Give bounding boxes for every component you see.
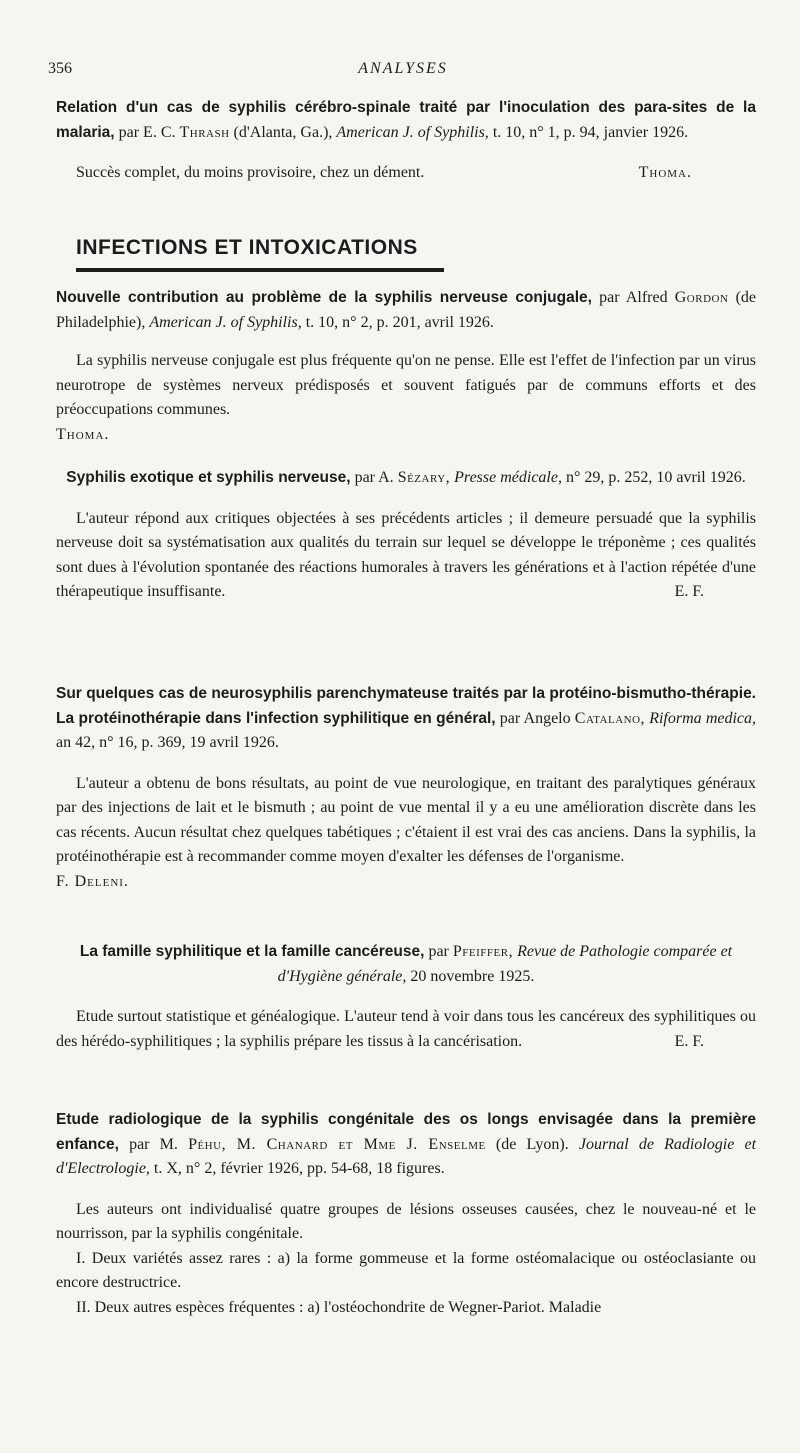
article-6-paragraph-2: I. Deux variétés assez rares : a) la forme gommeuse et la forme ostéomalacique ou ostéoclasiante ou encore destructrice. (56, 1249, 756, 1291)
article-3-reference: n° 29, p. 252, 10 avril 1926. (565, 469, 746, 486)
article-1-signature: Thoma. (638, 164, 692, 181)
article-4-reference: an 42, n° 16, p. 369, 19 avril 1926. (56, 734, 279, 751)
article-1-heading: Relation d'un cas de syphilis cérébro-spinale traité par l'inoculation des para-sites de la malaria, par E. C. Thrash (d'Alanta, Ga.), American J. of Syphilis, t. 10, n° 1, p. 94, janvier 1926. (56, 99, 756, 141)
article-6-authors: Péhu, M. Chanard et Mme J. Enselme (188, 1135, 486, 1153)
section-rule (76, 268, 444, 272)
article-2-signature: Thoma. (56, 425, 110, 443)
article-3 (56, 466, 756, 605)
article-2 (56, 286, 756, 447)
article-1-body: Succès complet, du moins provisoire, chez un dément. Thoma. (56, 161, 756, 186)
article-4-signature: F. Deleni. (56, 872, 129, 890)
article-6-paragraph-1: Les auteurs ont individualisé quatre groupes de lésions osseuses causées, chez le nouveau-né et le nourrisson, par la syphilis congénitale. (56, 1200, 756, 1242)
article-6 (56, 1108, 756, 1320)
running-title: ANALYSES (358, 60, 448, 77)
article-3-body: L'auteur répond aux critiques objectées à ses précédents articles ; il demeure persuadé que la syphilis nerveuse doit sa systématisation aux qualités du terrain sur lequel se développe le tréponème ; ces qualités sont dues à l'évolution spontanée des réactions humorales à travers les générations et à l'action répétée d'une thérapeutique insuffisante. E. F. (56, 507, 756, 605)
article-3-author: Sézary, (397, 469, 451, 486)
section-title: INFECTIONS ET INTOXICATIONS (76, 236, 418, 259)
article-5-journal: Revue de Pathologie comparée et d'Hygiène générale, (277, 943, 733, 985)
article-1-title: Relation d'un cas de syphilis cérébro-spinale traité par l'inoculation des para-sites de la malaria, (56, 99, 756, 141)
article-1 (56, 96, 756, 186)
article-3-title: Syphilis exotique et syphilis nerveuse, (66, 469, 351, 486)
article-4-journal: Riforma medica, (649, 709, 757, 727)
article-6-journal: Journal de Radiologie et d'Electrologie, (56, 1135, 757, 1177)
page-number: 356 (48, 60, 72, 77)
article-2-author: Gordon (674, 289, 729, 306)
article-3-heading: Syphilis exotique et syphilis nerveuse, par A. Sézary, Presse médicale, n° 29, p. 252, 10 avril 1926. (66, 469, 746, 486)
article-6-title: Etude radiologique de la syphilis congénitale des os longs envisagée dans la première enfance, (56, 1111, 756, 1153)
article-5 (56, 940, 756, 1054)
article-4 (56, 682, 756, 894)
article-4-author: Catalano, (574, 709, 646, 727)
article-6-paragraph-3: II. Deux autres espèces fréquentes : a) l'ostéochondrite de Wegner-Pariot. Maladie (76, 1298, 602, 1316)
article-2-heading: Nouvelle contribution au problème de la syphilis nerveuse conjugale, par Alfred Gordon (de Philadelphie), American J. of Syphilis, t. 10, n° 2, p. 201, avril 1926. (56, 289, 757, 331)
article-5-reference: 20 novembre 1925. (410, 967, 535, 985)
article-6-reference: t. X, n° 2, février 1926, pp. 54-68, 18 figures. (153, 1160, 445, 1177)
article-1-author: Thrash (179, 123, 230, 141)
article-3-signature: E. F. (674, 583, 704, 600)
article-4-body: L'auteur a obtenu de bons résultats, au point de vue neurologique, en traitant des paralytiques généraux par des injections de lait et le bismuth ; au point de vue mental il y a eu une amélioration discrète dans les cas récents. Aucun résultat chez quelques tabétiques ; c'étaient il est vrai des cas anciens. Dans la syphilis, la protéinothérapie est à recommander comme moyen d'exalter les défenses de l'organisme. (56, 774, 756, 865)
article-5-heading: La famille syphilitique et la famille cancéreuse, par Pfeiffer, Revue de Pathologie comparée et d'Hygiène générale, 20 novembre 1925. (79, 943, 733, 985)
article-2-title: Nouvelle contribution au problème de la syphilis nerveuse conjugale, (56, 289, 592, 306)
article-1-reference: t. 10, n° 1, p. 94, janvier 1926. (492, 123, 689, 141)
article-1-journal: American J. of Syphilis, (336, 123, 489, 141)
page-header (48, 58, 758, 84)
article-5-body: Etude surtout statistique et généalogique. L'auteur tend à voir dans tous les cancéreux des syphilitiques ou des hérédo-syphilitiques ; la syphilis prépare les tissus à la cancérisation. E. F. (56, 1005, 756, 1054)
article-5-title: La famille syphilitique et la famille cancéreuse, (79, 943, 425, 960)
article-2-journal: American J. of Syphilis, (149, 313, 302, 331)
article-5-signature: E. F. (674, 1032, 704, 1050)
article-2-body: La syphilis nerveuse conjugale est plus fréquente qu'on ne pense. Elle est l'effet de l'infection par un virus neurotrope de systèmes nerveux prédisposés et souvent fatigués par de communs efforts et des préoccupations communes. (56, 352, 756, 418)
article-6-heading: Etude radiologique de la syphilis congénitale des os longs envisagée dans la première enfance, par M. Péhu, M. Chanard et Mme J. Enselme (de Lyon). Journal de Radiologie et d'Electrologie, t. X, n° 2, février 1926, pp. 54-68, 18 figures. (56, 1111, 757, 1177)
article-2-reference: t. 10, n° 2, p. 201, avril 1926. (305, 313, 494, 331)
article-4-heading: Sur quelques cas de neurosyphilis parenchymateuse traités par la protéino-bismutho-thérapie. La protéinothérapie dans l'infection syphilitique en général, par Angelo Catalano, Riforma medica, an 42, n° 16, p. 369, 19 avril 1926. (56, 685, 757, 751)
article-4-title: Sur quelques cas de neurosyphilis parenchymateuse traités par la protéino-bismutho-thérapie. La protéinothérapie dans l'infection syphilitique en général, (56, 685, 756, 727)
article-5-author: Pfeiffer, (452, 943, 514, 960)
article-3-journal: Presse médicale, (454, 469, 562, 486)
